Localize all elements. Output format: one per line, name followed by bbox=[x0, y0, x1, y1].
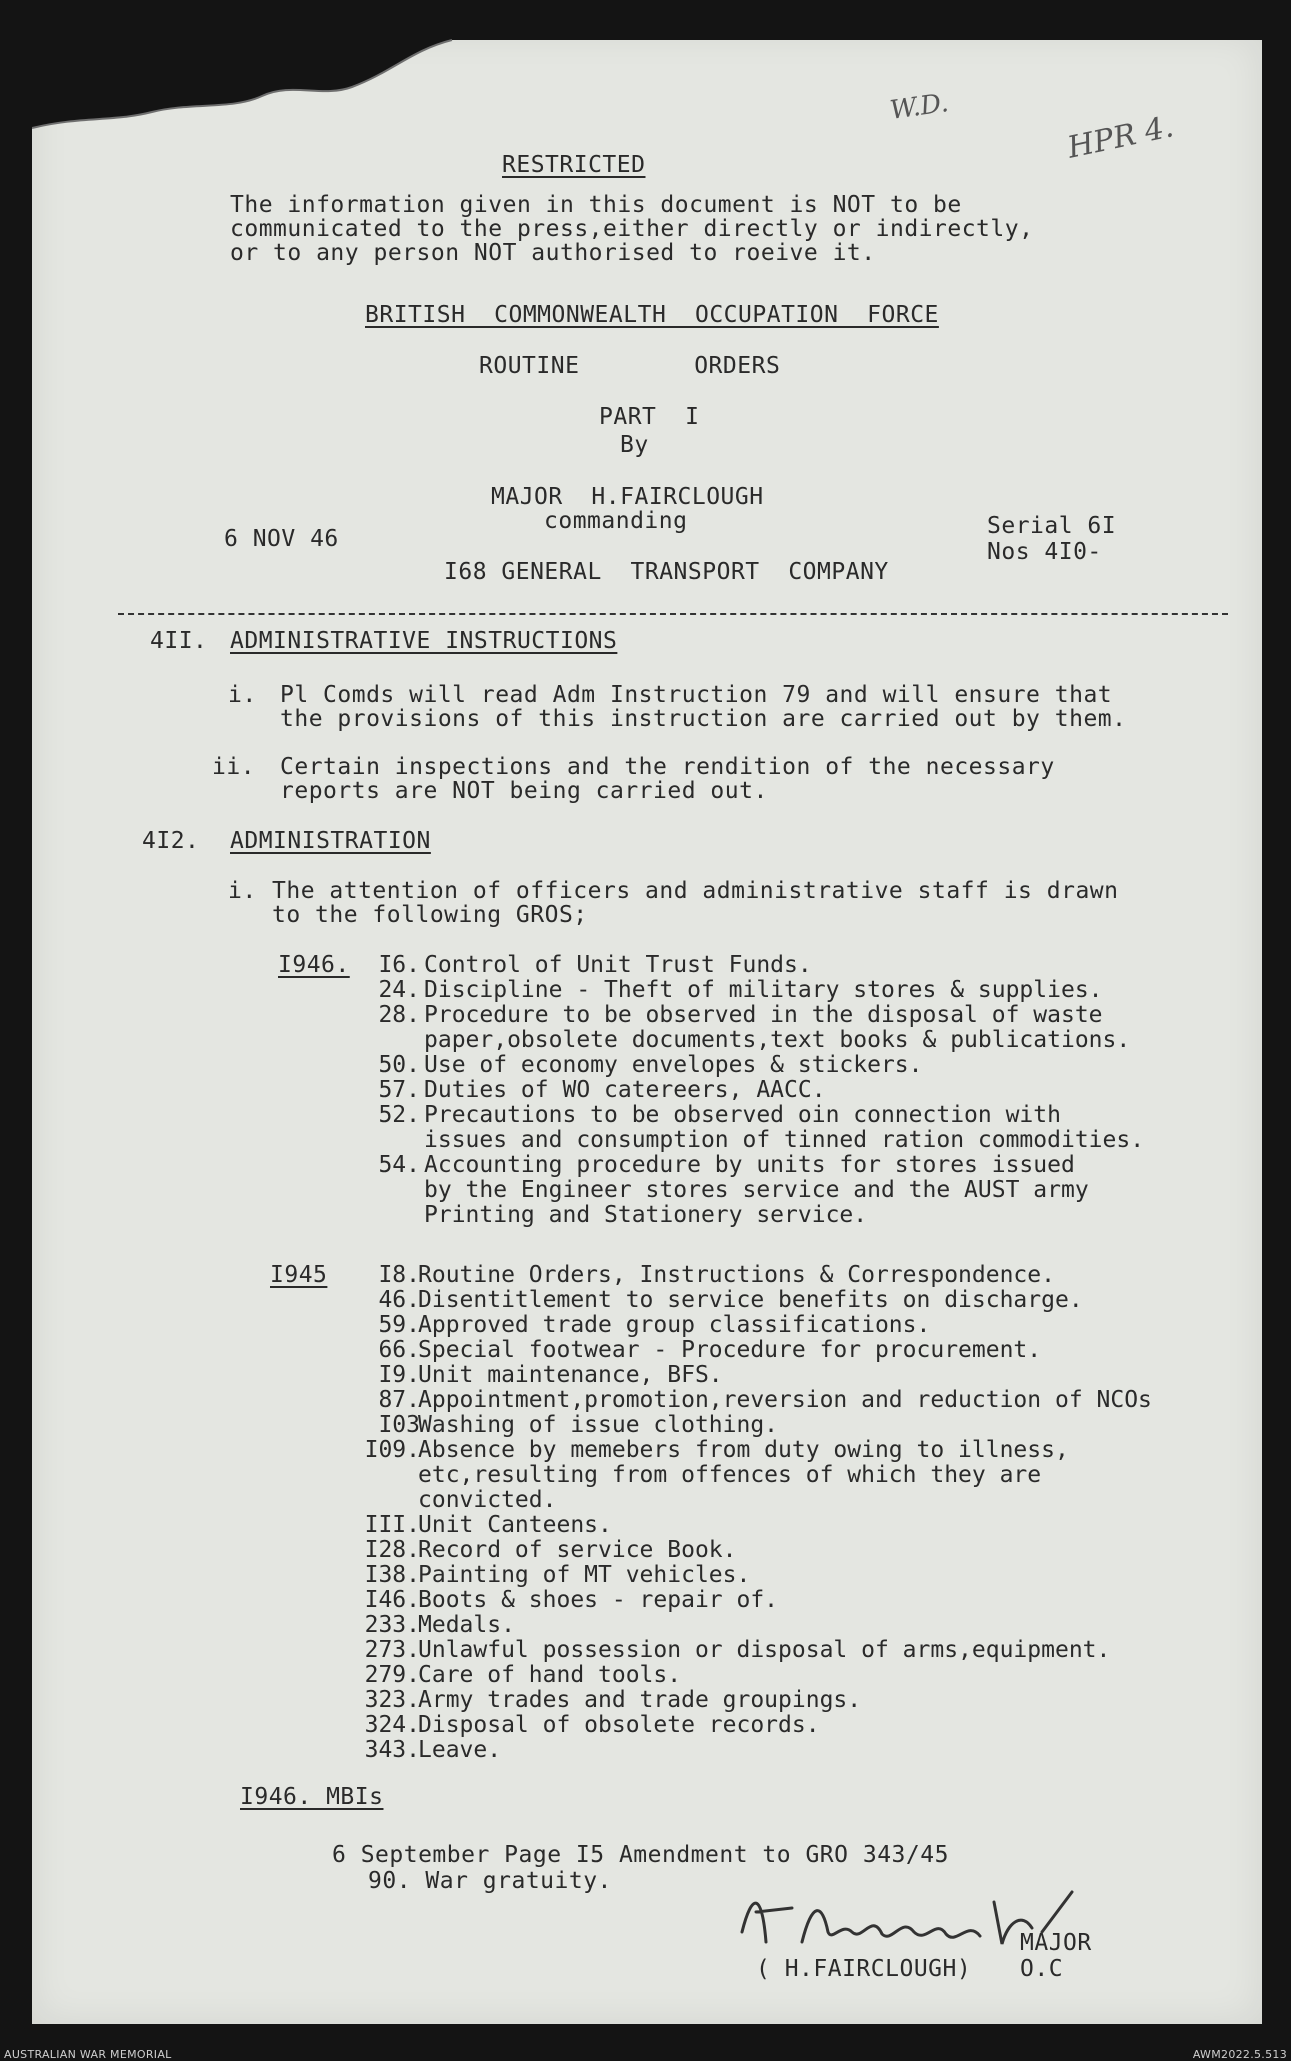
gro-number: 52. bbox=[378, 1102, 420, 1128]
section-411-item-2-line-2: reports are NOT being carried out. bbox=[280, 778, 768, 804]
section-412-title: ADMINISTRATION bbox=[230, 828, 431, 854]
gro-item-text: Leave. bbox=[418, 1737, 502, 1763]
section-411-item-2-num: ii. bbox=[212, 754, 256, 780]
section-412-intro-line-2: to the following GROS; bbox=[272, 902, 588, 928]
gro-item-text: Medals. bbox=[418, 1612, 515, 1638]
gro-item-text: Boots & shoes - repair of. bbox=[418, 1587, 779, 1613]
gro-item-text: Procedure to be observed in the disposal of waste bbox=[424, 1002, 1103, 1028]
gro-item-text: Duties of WO catereers, AACC. bbox=[424, 1077, 826, 1103]
section-412-number: 4I2. bbox=[142, 828, 200, 854]
commander-name: MAJOR H.FAIRCLOUGH bbox=[491, 484, 764, 510]
torn-edge bbox=[32, 32, 1262, 142]
gro-number: 46. bbox=[378, 1287, 420, 1313]
gro-item-text: Discipline - Theft of military stores & supplies. bbox=[424, 977, 1103, 1003]
gro-item-text: Unit maintenance, BFS. bbox=[418, 1362, 723, 1388]
gro-item-text: paper,obsolete documents,text books & publications. bbox=[424, 1027, 1131, 1053]
section-411-title: ADMINISTRATIVE INSTRUCTIONS bbox=[230, 628, 618, 654]
notice-line-1: The information given in this document is NOT to be bbox=[230, 192, 962, 218]
gro-item-text: Painting of MT vehicles. bbox=[418, 1562, 751, 1588]
gro-number: I09. bbox=[364, 1437, 420, 1463]
gro-number: 323. bbox=[364, 1687, 420, 1713]
gro-item-text: etc,resulting from offences of which they are bbox=[418, 1462, 1042, 1488]
serial-number: Serial 6I bbox=[987, 513, 1117, 539]
gro-number: I6. bbox=[378, 952, 420, 978]
signature-role: O.C bbox=[1020, 1956, 1064, 1982]
gro-item-text: Special footwear - Procedure for procurement. bbox=[418, 1337, 1042, 1363]
order-nos: Nos 4I0- bbox=[987, 539, 1102, 565]
gro-number: 87. bbox=[378, 1387, 420, 1413]
company-name: I68 GENERAL TRANSPORT COMPANY bbox=[444, 559, 889, 585]
gro-item-text: Washing of issue clothing. bbox=[418, 1412, 779, 1438]
gro-item-text: Appointment,promotion,reversion and reduction of NCOs bbox=[418, 1387, 1152, 1413]
gro-number: I9. bbox=[378, 1362, 420, 1388]
gro-number: 324. bbox=[364, 1712, 420, 1738]
gro-number: I8. bbox=[378, 1262, 420, 1288]
gro-item-text: Absence by memebers from duty owing to illness, bbox=[418, 1437, 1069, 1463]
gro-item-text: Routine Orders, Instructions & Correspondence. bbox=[418, 1262, 1055, 1288]
routine-orders: ROUTINE ORDERS bbox=[479, 353, 781, 379]
gro-number: III. bbox=[364, 1512, 420, 1538]
gro-number: I46. bbox=[364, 1587, 420, 1613]
gro-item-text: Record of service Book. bbox=[418, 1537, 737, 1563]
handwritten-hpr: HPR 4. bbox=[1064, 109, 1177, 166]
gro-item-text: Unlawful possession or disposal of arms,equipment. bbox=[418, 1637, 1111, 1663]
gro-item-text: Printing and Stationery service. bbox=[424, 1202, 868, 1228]
section-411-item-2-line-1: Certain inspections and the rendition of the necessary bbox=[280, 754, 1055, 780]
footer-institution: AUSTRALIAN WAR MEMORIAL bbox=[4, 2048, 172, 2061]
gro-item-text: Disentitlement to service benefits on discharge. bbox=[418, 1287, 1083, 1313]
gro-number: 343. bbox=[364, 1737, 420, 1763]
gro-number: 233. bbox=[364, 1612, 420, 1638]
gro-item-text: by the Engineer stores service and the AUST army bbox=[424, 1177, 1089, 1203]
divider-rule bbox=[118, 613, 1228, 615]
mbi-line-2: 90. War gratuity. bbox=[368, 1868, 612, 1894]
section-412-intro-line-1: The attention of officers and administrative staff is drawn bbox=[272, 878, 1119, 904]
gro-number: 50. bbox=[378, 1052, 420, 1078]
section-411-item-1-line-1: Pl Comds will read Adm Instruction 79 and will ensure that bbox=[280, 682, 1113, 708]
restricted-heading: RESTRICTED bbox=[502, 152, 646, 178]
by-label: By bbox=[620, 432, 649, 458]
gro-number: I38. bbox=[364, 1562, 420, 1588]
gro-item-text: Control of Unit Trust Funds. bbox=[424, 952, 812, 978]
force-heading: BRITISH COMMONWEALTH OCCUPATION FORCE bbox=[365, 302, 939, 328]
year-1945-label: I945 bbox=[270, 1262, 328, 1288]
signature-rank: MAJOR bbox=[1020, 1930, 1092, 1956]
signature-name: ( H.FAIRCLOUGH) bbox=[756, 1956, 972, 1982]
gro-number: I03 bbox=[378, 1412, 420, 1438]
gro-number: 279. bbox=[364, 1662, 420, 1688]
gro-item-text: issues and consumption of tinned ration commodities. bbox=[424, 1127, 1145, 1153]
gro-item-text: Use of economy envelopes & stickers. bbox=[424, 1052, 923, 1078]
year-1946-label: I946. bbox=[278, 952, 350, 978]
gro-item-text: Precautions to be observed oin connection with bbox=[424, 1102, 1061, 1128]
gro-number: 66. bbox=[378, 1337, 420, 1363]
gro-item-text: Approved trade group classifications. bbox=[418, 1312, 931, 1338]
handwritten-wd: W.D. bbox=[888, 88, 951, 126]
gro-number: 54. bbox=[378, 1152, 420, 1178]
part-label: PART I bbox=[599, 404, 700, 430]
mbi-title: I946. MBIs bbox=[240, 1784, 384, 1810]
order-date: 6 NOV 46 bbox=[224, 526, 339, 552]
section-411-item-1-num: i. bbox=[228, 682, 257, 708]
gro-number: 57. bbox=[378, 1077, 420, 1103]
gro-number: 59. bbox=[378, 1312, 420, 1338]
section-411-number: 4II. bbox=[150, 628, 208, 654]
gro-item-text: Accounting procedure by units for stores issued bbox=[424, 1152, 1075, 1178]
section-412-intro-num: i. bbox=[228, 878, 257, 904]
footer-reference: AWM2022.5.513 bbox=[1192, 2048, 1287, 2061]
gro-item-text: Care of hand tools. bbox=[418, 1662, 682, 1688]
commanding-label: commanding bbox=[544, 508, 688, 534]
gro-item-text: Army trades and trade groupings. bbox=[418, 1687, 862, 1713]
section-411-item-1-line-2: the provisions of this instruction are carried out by them. bbox=[280, 706, 1127, 732]
gro-item-text: Disposal of obsolete records. bbox=[418, 1712, 820, 1738]
gro-number: 28. bbox=[378, 1002, 420, 1028]
gro-number: 273. bbox=[364, 1637, 420, 1663]
document-page bbox=[32, 32, 1262, 2024]
notice-line-2: communicated to the press,either directly or indirectly, bbox=[230, 216, 1034, 242]
notice-line-3: or to any person NOT authorised to roeive it. bbox=[230, 240, 876, 266]
gro-number: 24. bbox=[378, 977, 420, 1003]
gro-item-text: Unit Canteens. bbox=[418, 1512, 612, 1538]
gro-item-text: convicted. bbox=[418, 1487, 557, 1513]
gro-number: I28. bbox=[364, 1537, 420, 1563]
mbi-line-1: 6 September Page I5 Amendment to GRO 343/45 bbox=[332, 1842, 949, 1868]
